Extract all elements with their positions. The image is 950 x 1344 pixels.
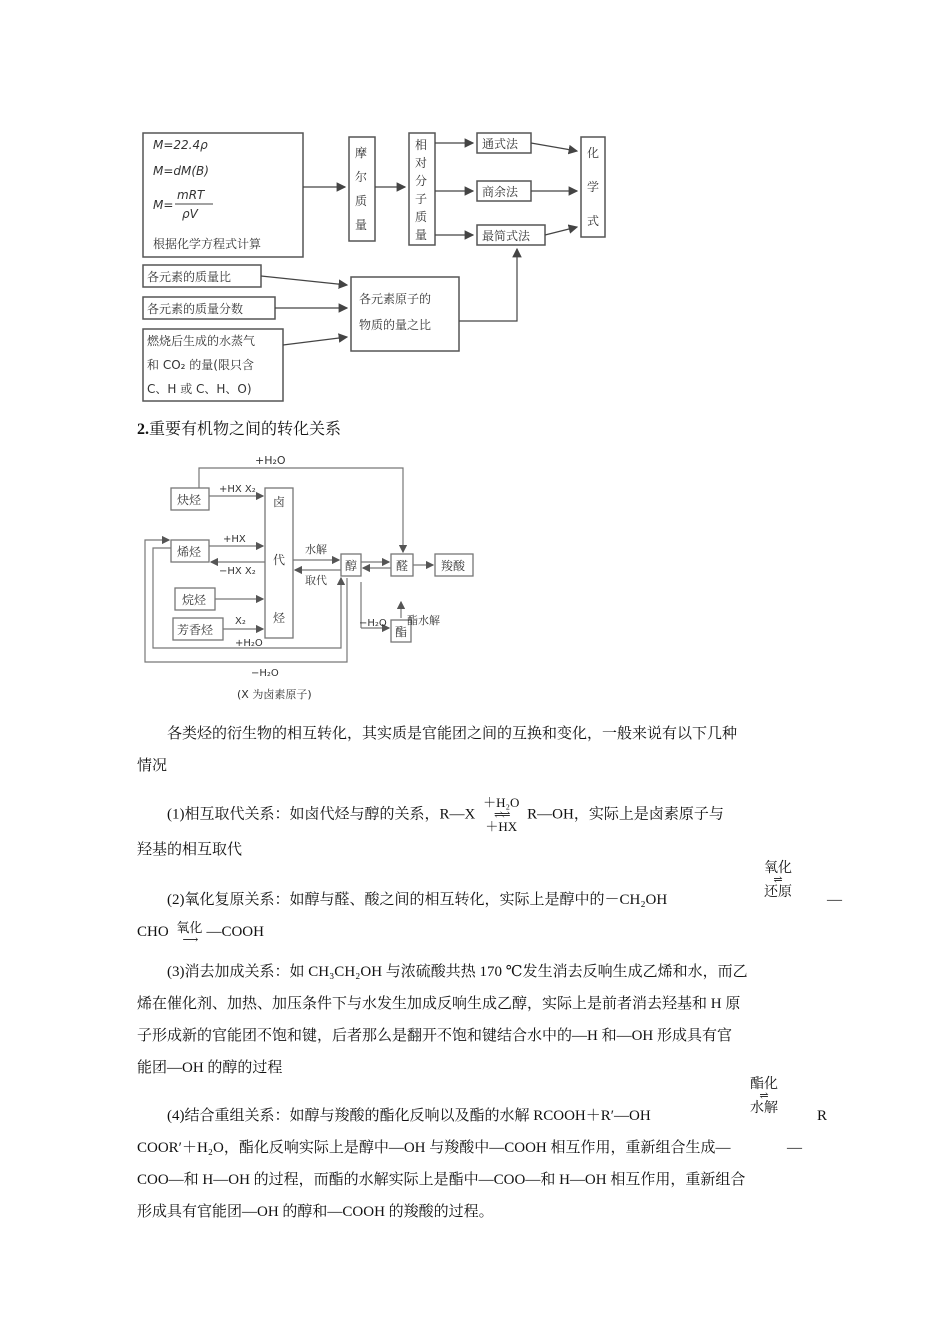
rel-char-2: 对 — [415, 156, 428, 170]
p1-text-b: R—OH，实际上是卤素原子与 — [527, 806, 724, 823]
p2-line-1 — [137, 884, 842, 916]
intro-paragraph — [137, 718, 813, 782]
formula-3-prefix: M= — [153, 198, 174, 212]
combustion-line-2: 和 CO₂ 的量(限只含 — [147, 358, 254, 372]
p3-line-1: (3)消去加成关系：如 CH₃CH₂OH 与浓硫酸共热 170 ℃发生消去反响生成乙烯和水，而乙 — [167, 964, 748, 980]
method-general: 通式法 — [482, 137, 519, 151]
arene-label: 芳香烃 — [177, 623, 214, 637]
section-number: 2. — [137, 421, 149, 438]
rel-char-3: 分 — [415, 174, 428, 188]
formula-2: M=dM(B) — [153, 164, 209, 178]
formula-3-numerator: mRT — [177, 188, 205, 202]
p1-arrow-top: ＋H₂O — [483, 795, 520, 810]
paragraph-4 — [137, 1100, 828, 1228]
fig2-caption: (X 为卤素原子) — [237, 688, 312, 701]
arrow-general-to-formula — [531, 143, 577, 151]
ester-label: 酯 — [395, 625, 408, 639]
section-title: 重要有机物之间的转化关系 — [149, 421, 342, 438]
p1-reversible-arrow — [483, 796, 519, 834]
acid-label: 羧酸 — [441, 559, 466, 573]
input-mass-ratio: 各元素的质量比 — [147, 270, 232, 284]
result-char-3: 式 — [587, 214, 600, 228]
combustion-line-3: C、H 或 C、H、O) — [147, 382, 252, 396]
p2-arrow-glyph: ⇌ — [773, 873, 783, 886]
paragraph-2 — [137, 884, 842, 948]
p1-arrow-glyph: ⇌⇌ — [494, 809, 509, 821]
p1-text-a: (1)相互取代关系：如卤代烃与醇的关系，R—X — [167, 806, 476, 823]
p4-text-b: R— — [787, 1108, 828, 1156]
halide-char-2: 代 — [273, 553, 286, 567]
hx-x2-top-label: +HX X₂ — [219, 484, 256, 495]
p2-trailing-dash: — — [827, 892, 842, 908]
molar-char-1: 摩 — [355, 146, 368, 160]
alkyne-label: 炔烃 — [177, 493, 202, 507]
rel-char-1: 相 — [415, 138, 428, 152]
molar-char-4: 量 — [355, 218, 368, 232]
rel-char-5: 质 — [415, 210, 428, 224]
p2-cooh: —COOH — [206, 924, 264, 940]
rel-char-6: 量 — [415, 228, 428, 242]
p3-line-2: 烯在催化剂、加热、加压条件下与水发生加成反响生成乙醇，实际上是前者消去羟基和 H 原 — [137, 996, 741, 1012]
p2-text-a: (2)氧化复原关系：如醇与醛、酸之间的相互转化，实际上是醇中的－CH₂OH — [167, 892, 668, 908]
arrow-atoms-to-simplest — [459, 249, 517, 321]
formula-4: 根据化学方程式计算 — [153, 237, 262, 251]
molar-char-2: 尔 — [355, 170, 368, 184]
p1-arrow-bottom: ＋HX — [485, 819, 518, 834]
result-char-1: 化 — [587, 146, 600, 160]
atom-amount-ratio-box — [351, 277, 459, 351]
p2-oxidation-arrow — [176, 921, 202, 945]
section-heading — [137, 416, 341, 439]
hydrolysis-label: 水解 — [305, 543, 327, 556]
figure-formula-determination — [137, 125, 617, 407]
p2-ox-glyph: ⟶ — [182, 933, 197, 946]
ester-hydrolysis-label: 酯水解 — [407, 614, 440, 627]
p2-line-2 — [137, 916, 813, 948]
aldehyde-label: 醛 — [396, 559, 409, 573]
halide-char-3: 烃 — [273, 611, 286, 625]
alkene-label: 烯烃 — [177, 545, 202, 559]
alcohol-label: 醇 — [345, 559, 358, 573]
halide-char-1: 卤 — [273, 495, 286, 509]
paragraph-1 — [137, 796, 813, 866]
x2-label: X₂ — [235, 616, 246, 627]
p2-arrow-top: 氧化 — [764, 860, 792, 876]
p2-arrow-bottom: 还原 — [764, 884, 792, 900]
alkane-label: 烷烃 — [182, 593, 207, 607]
p4-line-2: COOR′＋H₂O，酯化反响实际上是醇中—OH 与羧酸中—COOH 相互作用，重新组合生成— — [137, 1140, 731, 1156]
rel-char-4: 子 — [415, 192, 428, 206]
method-simplest: 最简式法 — [482, 229, 531, 243]
figure-organic-conversion — [137, 448, 487, 708]
input-mass-fraction: 各元素的质量分数 — [147, 302, 244, 316]
atom-ratio-line-1: 各元素原子的 — [359, 292, 432, 306]
p1-line-1 — [137, 796, 813, 834]
p3-line-3: 子形成新的官能团不饱和键，后者那么是翻开不饱和键结合水中的—H 和—OH 形成具有官 — [137, 1028, 733, 1044]
plus-hx-label: +HX — [223, 534, 246, 545]
formula-1: M=22.4ρ — [153, 138, 208, 152]
plus-h2o-label: +H₂O — [235, 638, 263, 649]
p3-line-4: 能团—OH 的醇的过程 — [137, 1060, 283, 1076]
arrow-simplest-to-formula — [545, 227, 577, 235]
top-h2o-label: +H₂O — [255, 454, 286, 467]
p4-line-4: 形成具有官能团—OH 的醇和—COOH 的羧酸的过程。 — [137, 1204, 494, 1220]
molar-char-3: 质 — [355, 194, 368, 208]
p4-text-a: (4)结合重组关系：如醇与羧酸的酯化反响以及酯的水解 RCOOH＋R′—OH — [167, 1108, 651, 1124]
paragraph-3 — [137, 956, 813, 1084]
method-remainder: 商余法 — [482, 185, 519, 199]
substitution-label: 取代 — [305, 574, 327, 587]
p2-ox-label: 氧化 — [176, 919, 203, 935]
ester-minus-h2o-label: −H₂O — [359, 618, 387, 629]
result-char-2: 学 — [587, 180, 600, 194]
p4-arrow-top: 酯化 — [750, 1076, 778, 1092]
formula-3-denominator: ρV — [182, 207, 198, 221]
p4-arrow-glyph: ⇌ — [759, 1089, 769, 1102]
arrow-ratio-to-atoms — [261, 276, 347, 285]
intro-line-1: 各类烃的衍生物的相互转化，其实质是官能团之间的互换和变化，一般来说有以下几种 — [167, 726, 738, 742]
p1-line-2: 羟基的相互取代 — [137, 842, 243, 858]
combustion-line-1: 燃烧后生成的水蒸气 — [147, 334, 256, 348]
p4-arrow-bottom: 水解 — [750, 1100, 778, 1116]
minus-h2o-label: −H₂O — [251, 668, 279, 679]
intro-line-2: 情况 — [137, 758, 168, 774]
minus-hx-x2-label: −HX X₂ — [219, 566, 256, 577]
p2-cho: CHO — [137, 924, 169, 940]
arrow-combustion-to-atoms — [283, 337, 347, 345]
p4-line-3: COO—和 H—OH 的过程，而酯的水解实际上是酯中—COO—和 H—OH 相互作用，重新组合 — [137, 1172, 746, 1188]
atom-ratio-line-2: 物质的量之比 — [359, 318, 432, 332]
